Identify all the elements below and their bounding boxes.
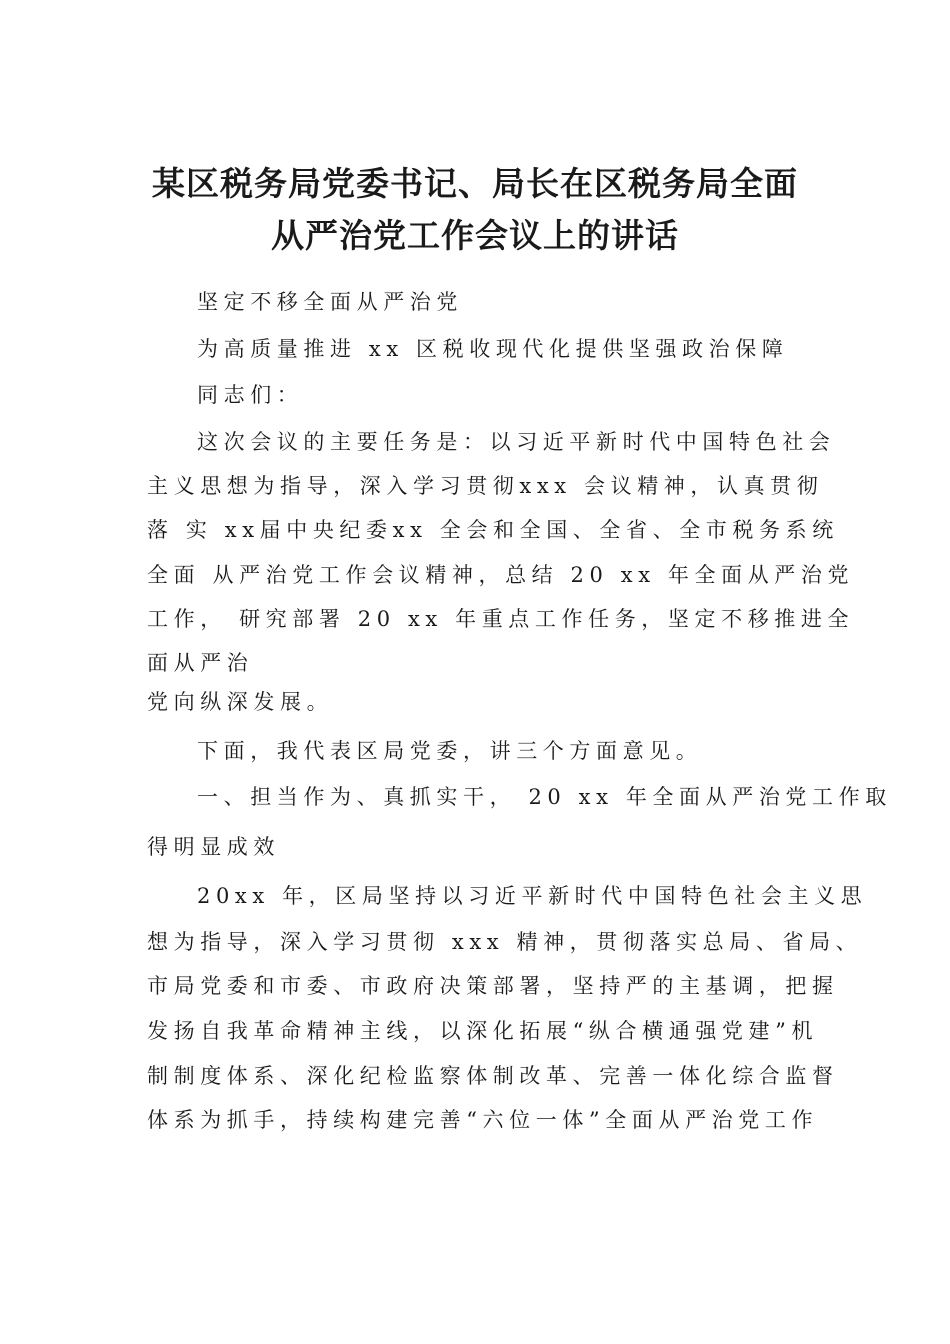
section-1-heading: 得明显成效 xyxy=(147,835,280,859)
intro-line: 工作， 研究部署 20 xx 年重点工作任务，坚定不移推进全 xyxy=(147,607,855,631)
intro-line: 全面 从严治党工作会议精神，总结 20 xx 年全面从严治党 xyxy=(147,563,855,587)
section-1-heading: 一、担当作为、真抓实干， 20 xx 年全面从严治党工作取 xyxy=(197,785,892,809)
document-title-line-2: 从严治党工作会议上的讲话 xyxy=(271,216,679,255)
section-1-body-line: 市局党委和市委、市政府决策部署，坚持严的主基调，把握 xyxy=(147,974,839,998)
section-1-body-line: 体系为抓手，持续构建完善“六位一体”全面从严治党工作 xyxy=(147,1108,819,1132)
subtitle-1: 坚定不移全面从严治党 xyxy=(197,290,463,314)
intro-line: 面从严治 xyxy=(147,651,254,675)
intro-line: 主义思想为指导，深入学习贯彻xxx 会议精神，认真贯彻 xyxy=(147,474,824,498)
document-title-line-1: 某区税务局党委书记、局长在区税务局全面 xyxy=(152,164,798,203)
salutation: 同志们： xyxy=(197,383,304,407)
section-1-body-line: 想为指导，深入学习贯彻 xxx 精神，贯彻落实总局、省局、 xyxy=(147,930,863,954)
intro-line: 落 实 xx届中央纪委xx 全会和全国、全省、全市税务系统 xyxy=(147,518,839,542)
section-1-body-line: 发扬自我革命精神主线，以深化拓展“纵合横通强党建”机 xyxy=(147,1019,819,1043)
section-1-body-line: 20xx 年，区局坚持以习近平新时代中国特色社会主义思 xyxy=(197,884,868,908)
intro-line: 这次会议的主要任务是：以习近平新时代中国特色社会 xyxy=(197,430,836,454)
subtitle-2: 为高质量推进 xx 区税收现代化提供坚强政治保障 xyxy=(197,337,789,361)
section-1-body-line: 制制度体系、深化纪检监察体制改革、完善一体化综合监督 xyxy=(147,1064,839,1088)
intro-line: 党向纵深发展。 xyxy=(147,690,334,714)
preface: 下面，我代表区局党委，讲三个方面意见。 xyxy=(197,739,703,763)
